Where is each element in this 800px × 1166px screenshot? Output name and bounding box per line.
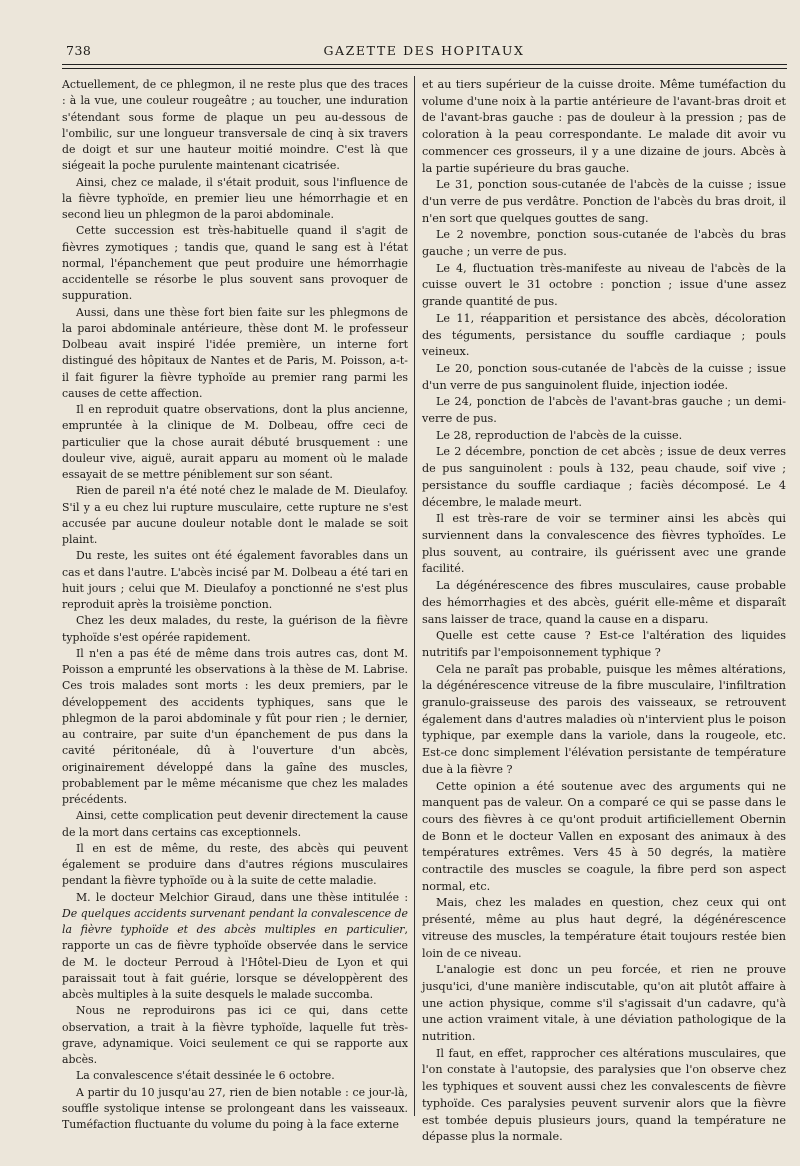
paragraph: Nous ne reproduirons pas ici ce qui, dans cette observation, a trait à la fièvre typhoïde, laquelle fut très-grave, adynamique. Voici seulement ce qui se rapporte aux abcès. — [62, 1004, 408, 1066]
citation-paragraph — [62, 890, 408, 1004]
citation-lead: M. le docteur Melchior Giraud, dans une thèse intitulée : — [76, 890, 408, 904]
paragraph: Le 31, ponction sous-cutanée de l'abcès de la cuisse ; issue d'un verre de pus verdâtre. Ponction de l'abcès du bras droit, il n'en sort que quelques gouttes de sang. — [422, 178, 786, 225]
paragraph: Le 24, ponction de l'abcès de l'avant-bras gauche ; un demi-verre de pus. — [422, 395, 786, 426]
paragraph: Le 4, fluctuation très-manifeste au niveau de l'abcès de la cuisse ouvert le 31 octobre : ponction ; issue d'une assez grande quantité de pus. — [422, 261, 786, 309]
paragraph: L'analogie est donc un peu forcée, et rien ne prouve jusqu'ici, d'une manière indiscutable, qu'on ait plutôt affaire à une action physique, comme s'il s'agissait d'un cadavre, qu'à une action vraiment vitale, à une déviation pathologique de la nutrition. — [422, 963, 786, 1044]
paragraph: Aussi, dans une thèse fort bien faite sur les phlegmons de la paroi abdominale antérieure, thèse dont M. le professeur Dolbeau avait inspiré l'idée première, un interne fort distingué des hôpitaux de Nantes et de Paris, M. Poisson, a-t-il fait figurer la fièvre typhoïde au premier rang parmi les causes de cette affection. — [62, 305, 408, 400]
paragraph: La convalescence s'était dessinée le 6 octobre. — [76, 1069, 335, 1083]
page-number: 738 — [66, 43, 92, 58]
paragraph: Ainsi, cette complication peut devenir directement la cause de la mort dans certains cas exceptionnels. — [62, 809, 408, 839]
paragraph: Il en est de même, du reste, des abcès qui peuvent également se produire dans d'autres régions musculaires pendant la fièvre typhoïde ou à la suite de cette maladie. — [62, 841, 408, 888]
paragraph: Le 28, reproduction de l'abcès de la cuisse. — [436, 428, 683, 442]
citation-tail: , rapporte un cas de fièvre typhoïde observée dans le service de M. le docteur Perroud à l'Hôtel-Dieu de Lyon et qui paraissait tout à fait guérie, lorsque se développèrent des abcès multiples à la suite desquels le malade succomba. — [62, 923, 408, 1001]
paragraph: et au tiers supérieur de la cuisse droite. Même tuméfaction du volume d'une noix à la partie antérieure de l'avant-bras droit et de l'avant-bras gauche : pas de douleur à la pression ; pas de coloration à la peau correspondante. Le malade dit avoir vu commencer ces grosseurs, il y a une dizaine de jours. Abcès à la partie supérieure du bras gauche. — [422, 78, 786, 175]
paragraph: Cette opinion a été soutenue avec des arguments qui ne manquent pas de valeur. On a comparé ce qui se passe dans le cours des fièvres à ce qu'ont produit artificiellement Obernin de Bonn et le docteur Vallen en exposant des animaux à des températures extrêmes. Vers 45 à 50 degrés, la matière contractile des muscles se coagule, la fibre perd son aspect normal, etc. — [422, 779, 786, 893]
paragraph: Ainsi, chez ce malade, il s'était produit, sous l'influence de la fièvre typhoïde, en premier lieu une hémorrhagie et en second lieu un phlegmon de la paroi abdominale. — [62, 175, 408, 221]
header-rule-thin — [62, 68, 787, 69]
paragraph: Le 11, réapparition et persistance des abcès, décoloration des téguments, persistance du souffle cardiaque ; pouls veineux. — [422, 311, 786, 359]
paragraph: Actuellement, de ce phlegmon, il ne reste plus que des traces : à la vue, une couleur rougeâtre ; au toucher, une induration s'étendant sous forme de plaque un peu au-dessous de l'ombilic, sur une longueur transversale de cinq à six travers de doigt et sur une hauteur moitié moindre. C'est là que siégeait la poche purulente maintenant cicatrisée. — [62, 78, 408, 173]
paragraph: Cette succession est très-habituelle quand il s'agit de fièvres zymotiques ; tandis que, quand le sang est à l'état normal, l'épanchement que peut produire une hémorrhagie accidentelle se résorbe le plus souvent sans provoquer de suppuration. — [62, 224, 408, 303]
paragraph: Mais, chez les malades en question, chez ceux qui ont présenté, même au plus haut degré, la dégénérescence vitreuse des muscles, la température était toujours restée bien loin de ce niveau. — [422, 896, 786, 960]
paragraph: Le 2 novembre, ponction sous-cutanée de l'abcès du bras gauche ; un verre de pus. — [422, 228, 786, 259]
paragraph: Le 20, ponction sous-cutanée de l'abcès de la cuisse ; issue d'un verre de pus sanguinolent fluide, injection iodée. — [422, 361, 786, 392]
paragraph: Il est très-rare de voir se terminer ainsi les abcès qui surviennent dans la convalescence des fièvres typhoïdes. Le plus souvent, au contraire, ils guérissent avec une grande facilité. — [422, 512, 786, 576]
paragraph: Du reste, les suites ont été également favorables dans un cas et dans l'autre. L'abcès incisé par M. Dolbeau a été tari en huit jours ; celui que M. Dieulafoy a ponctionné ne s'est plus reproduit après la troisième ponction. — [62, 549, 408, 611]
page-header — [64, 43, 784, 61]
paragraph: Rien de pareil n'a été noté chez le malade de M. Dieulafoy. S'il y a eu chez lui rupture musculaire, cette rupture ne s'est accusée par aucune douleur notable dont le malade se soit plaint. — [62, 484, 408, 546]
paragraph: Chez les deux malades, du reste, la guérison de la fièvre typhoïde s'est opérée rapidement. — [62, 614, 408, 644]
paragraph: Le 2 décembre, ponction de cet abcès ; issue de deux verres de pus sanguinolent : pouls à 132, peau chaude, soif vive ; persistance du souffle cardiaque ; faciès décomposé. Le 4 décembre, le malade meurt. — [422, 445, 786, 509]
paragraph: Quelle est cette cause ? Est-ce l'altération des liquides nutritifs par l'empoisonnement typhique ? — [422, 629, 786, 659]
header-rule — [62, 64, 787, 65]
paragraph: Il n'en a pas été de même dans trois autres cas, dont M. Poisson a emprunté les observations à la thèse de M. Labrise. Ces trois malades sont morts : les deux premiers, par le développement des accidents typhiques, sans que le phlegmon de la paroi abdominale y fût pour rien ; le dernier, au contraire, par suite d'un épanchement de pus dans la cavité péritonéale, dû à l'ouverture d'un abcès, originairement développé dans la gaîne des muscles, probablement par le même mécanisme que chez les malades précédents. — [62, 646, 408, 806]
thesis-title: De quelques accidents survenant pendant la convalescence de la fièvre typhoïde et des abcès multiples en particulier — [62, 906, 408, 936]
right-column — [422, 77, 786, 1146]
paragraph: Il faut, en effet, rapprocher ces altérations musculaires, que l'on constate à l'autopsie, des paralysies que l'on observe chez les typhiques et souvent aussi chez les convalescents de fièvre typhoïde. Ces paralysies peuvent survenir alors que la fièvre est tombée depuis plusieurs jours, quand la température ne dépasse plus la normale. — [422, 1046, 786, 1144]
column-divider — [414, 76, 415, 1116]
paragraph: Il en reproduit quatre observations, dont la plus ancienne, empruntée à la clinique de M. Dolbeau, offre ceci de particulier que la chose aurait débuté brusquement : une douleur vive, aiguë, aurait apparu au moment où le malade essayait de se mettre péniblement sur son séant. — [62, 403, 408, 481]
running-title: GAZETTE DES HOPITAUX — [323, 43, 525, 58]
paragraph: Cela ne paraît pas probable, puisque les mêmes altérations, la dégénérescence vitreuse de la fibre musculaire, l'infiltration granulo-graisseuse des parois des vaisseaux, se retrouvent également dans d'autres maladies où n'intervient plus le poison typhique, par exemple dans la variole, dans la rougeole, etc. Est-ce donc simplement l'élévation persistante de température due à la fièvre ? — [422, 662, 786, 776]
left-column — [62, 77, 408, 1133]
paragraph: La dégénérescence des fibres musculaires, cause probable des hémorrhagies et des abcès, guérit elle-même et disparaît sans laisser de trace, quand la cause en a disparu. — [422, 579, 786, 626]
paragraph: A partir du 10 jusqu'au 27, rien de bien notable : ce jour-là, souffle systolique intense se prolongeant dans les vaisseaux. Tuméfaction fluctuante du volume du poing à la face externe — [62, 1085, 408, 1131]
